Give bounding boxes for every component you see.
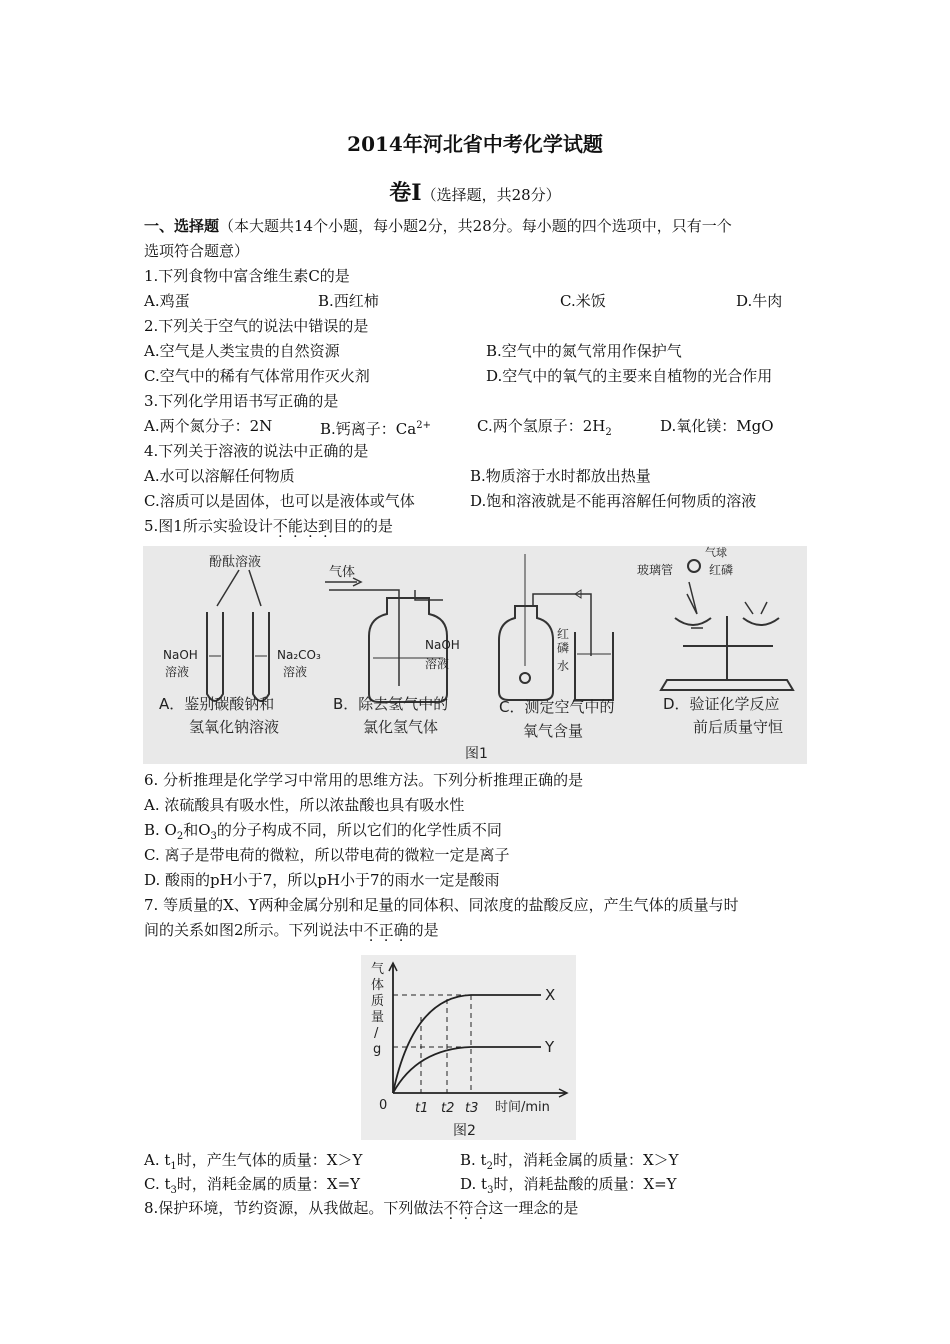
q7-emph-1: 不 (363, 921, 379, 939)
fig1-b-label-1: B．除去氢气中的 (333, 695, 449, 713)
fig2-caption: 图2 (453, 1123, 476, 1139)
fig1-a-label-2: 氢氧化钠溶液 (189, 718, 280, 736)
fig1-d-balloon: 气球 (705, 546, 727, 559)
fig2-ylabel-4: / (374, 1026, 379, 1041)
fig2-ylabel-1: 体 (371, 978, 385, 993)
fig2-ylabel-2: 质 (371, 994, 385, 1009)
fig2-tick-t2: t2 (441, 1101, 455, 1116)
q7-emph-2: 正 (378, 921, 394, 939)
q7-d-sub: 3 (487, 1185, 494, 1196)
q1-option-d: D.牛肉 (736, 292, 783, 310)
q7-b-sub: 2 (486, 1161, 493, 1172)
q8-emph-1: 不 (443, 1199, 459, 1217)
fig1-a-label-1: A．鉴别碳酸钠和 (159, 695, 275, 713)
balance-base (661, 680, 793, 690)
q7-emph-3: 确 (393, 921, 409, 939)
figure-2 (361, 955, 576, 1140)
q7-option-d (460, 1174, 677, 1201)
q7-stem-post: 的是 (408, 921, 439, 939)
q3-option-b-charge: 2+ (416, 420, 431, 431)
beaker (575, 632, 613, 700)
q8-stem-post: 这一理念的是 (488, 1199, 579, 1217)
q6-option-d: D. 酸雨的pH小于7，所以pH小于7的雨水一定是酸雨 (144, 871, 500, 889)
q1-option-b: B.西红柿 (318, 292, 379, 310)
q7-d-pre: D. t (460, 1175, 488, 1193)
q7-a-pre: A. t (144, 1151, 171, 1169)
fig1-a-naoh-sol: 溶液 (165, 665, 190, 679)
fig1-a-indicator: 酚酞溶液 (209, 555, 262, 570)
fig2-tick-t3: t3 (465, 1101, 479, 1116)
q6-b-3: 的分子构成不同，所以它们的化学性质不同 (216, 821, 502, 839)
q6-stem: 6. 分析推理是化学学习中常用的思维方法。下列分析推理正确的是 (144, 771, 584, 789)
figure-1-drawing (143, 546, 807, 764)
volume-note: （选择题，共28分） (421, 186, 561, 204)
q7-stem-2 (144, 920, 439, 940)
q6-option-b (144, 820, 502, 847)
fig1-b-naoh: NaOH (425, 638, 460, 652)
q3-option-c-subscript: 2 (605, 427, 612, 438)
fig1-b-naoh-sol: 溶液 (425, 657, 450, 671)
curve-x (393, 995, 541, 1093)
q4-option-c: C.溶质可以是固体，也可以是液体或气体 (144, 492, 415, 510)
fig1-c-red: 红 (557, 627, 570, 641)
q4-stem: 4.下列关于溶液的说法中正确的是 (144, 442, 369, 460)
fig2-series-x: X (545, 986, 556, 1004)
q5-emph-2: 能 (287, 517, 303, 535)
volume-heading (0, 176, 950, 207)
q5-emph-4: 到 (317, 517, 333, 535)
q7-d-post: 时，消耗盐酸的质量：X=Y (493, 1175, 677, 1193)
fig1-b-gas: 气体 (329, 565, 356, 580)
q6-option-c: C. 离子是带电荷的微粒，所以带电荷的微粒一定是离子 (144, 846, 510, 864)
q8-emph-2: 符 (458, 1199, 474, 1217)
q2-stem: 2.下列关于空气的说法中错误的是 (144, 317, 369, 335)
q7-b-post: 时，消耗金属的质量：X＞Y (492, 1151, 679, 1169)
q8-stem-pre: 8.保护环境，节约资源，从我做起。下列做法 (144, 1199, 444, 1217)
fig1-c-water: 水 (557, 659, 570, 673)
curve-y (393, 1047, 541, 1093)
q7-stem-pre: 间的关系如图2所示。下列说法中 (144, 921, 364, 939)
fig2-series-y: Y (545, 1038, 555, 1056)
q3-option-c (477, 416, 612, 443)
q3-option-c-text: C.两个氢原子：2H (477, 417, 606, 435)
fig1-a-na2co3-sol: 溶液 (283, 665, 308, 679)
q3-option-b (320, 416, 431, 439)
q4-option-a: A.水可以溶解任何物质 (144, 467, 295, 485)
fig1-d-glass-tube: 玻璃管 (637, 563, 674, 577)
fig1-a-na2co3: Na₂CO₃ (277, 648, 321, 662)
q5-stem-post: 目的的是 (332, 517, 393, 535)
figure-2-graph (361, 955, 576, 1140)
section-desc-2: 选项符合题意） (144, 242, 250, 260)
section-heading: 一、选择题 (144, 217, 220, 235)
q7-c-pre: C. t (144, 1175, 171, 1193)
q7-c-sub: 3 (170, 1185, 177, 1196)
q6-b-sub-1: 2 (176, 831, 184, 842)
fig2-ylabel-0: 气 (371, 962, 385, 977)
fig1-b-label-2: 氯化氢气体 (363, 718, 439, 736)
fig1-d-label-1: D．验证化学反应 (663, 695, 780, 713)
q8-emph-3: 合 (473, 1199, 489, 1217)
q5-stem-pre: 5.图1所示实验设计 (144, 517, 273, 535)
q7-stem-1: 7. 等质量的X、Y两种金属分别和足量的同体积、同浓度的盐酸反应，产生气体的质量与时 (144, 896, 739, 914)
fig1-d-label-2: 前后质量守恒 (693, 718, 784, 736)
q7-option-b (460, 1150, 679, 1177)
q2-option-a: A.空气是人类宝贵的自然资源 (144, 342, 340, 360)
page-title: 2014年河北省中考化学试题 (347, 132, 603, 156)
q4-option-b: B.物质溶于水时都放出热量 (470, 467, 651, 485)
q3-option-a: A.两个氮分子：2N (144, 417, 273, 435)
q2-option-d: D.空气中的氧气的主要来自植物的光合作用 (486, 367, 773, 385)
fig1-a-naoh: NaOH (163, 648, 198, 662)
q5-emph-1: 不 (272, 517, 288, 535)
fig2-origin: 0 (379, 1098, 388, 1113)
fig1-caption: 图1 (465, 746, 488, 762)
q4-option-d: D.饱和溶液就是不能再溶解任何物质的溶液 (470, 492, 757, 510)
q2-option-c: C.空气中的稀有气体常用作灭火剂 (144, 367, 370, 385)
section-intro-line1 (144, 216, 732, 236)
q3-option-d: D.氧化镁：MgO (660, 417, 774, 435)
volume-label: 卷Ⅰ (389, 180, 422, 206)
q7-b-pre: B. t (460, 1151, 487, 1169)
fig2-tick-t1: t1 (415, 1101, 429, 1116)
q5-stem (144, 516, 393, 536)
q6-option-a: A. 浓硫酸具有吸水性，所以浓盐酸也具有吸水性 (144, 796, 465, 814)
q2-option-b: B.空气中的氮气常用作保护气 (486, 342, 682, 360)
reaction-bottle (499, 606, 553, 700)
q1-option-a: A.鸡蛋 (144, 292, 190, 310)
fig2-xlabel: 时间/min (495, 1100, 550, 1115)
q7-c-post: 时，消耗金属的质量：X=Y (176, 1175, 361, 1193)
balloon (688, 560, 700, 572)
q6-b-sub-2: 3 (210, 831, 217, 842)
q6-b-2: 和O (183, 821, 211, 839)
q3-option-b-text: B.钙离子：Ca (320, 420, 417, 438)
q7-option-a (144, 1150, 362, 1177)
q1-option-c: C.米饭 (560, 292, 606, 310)
section-desc-1: （本大题共14个小题，每小题2分，共28分。每小题的四个选项中，只有一个 (219, 217, 732, 235)
q5-emph-3: 达 (302, 517, 318, 535)
q1-stem: 1.下列食物中富含维生素C的是 (144, 267, 350, 285)
fig2-ylabel-5: g (373, 1042, 382, 1057)
fig2-ylabel-3: 量 (371, 1010, 385, 1025)
q3-stem: 3.下列化学用语书写正确的是 (144, 392, 339, 410)
fig1-c-phos: 磷 (557, 641, 570, 655)
figure-1 (143, 546, 807, 764)
fig1-c-label-1: C．测定空气中的 (499, 698, 615, 716)
q7-option-c (144, 1174, 360, 1201)
q6-b-1: B. O (144, 821, 177, 839)
q8-stem (144, 1198, 578, 1218)
fig1-d-phosphorus: 红磷 (709, 563, 734, 577)
fig1-c-label-2: 氧气含量 (523, 722, 584, 740)
q7-a-sub: 1 (170, 1161, 177, 1172)
q7-a-post: 时，产生气体的质量：X＞Y (176, 1151, 363, 1169)
